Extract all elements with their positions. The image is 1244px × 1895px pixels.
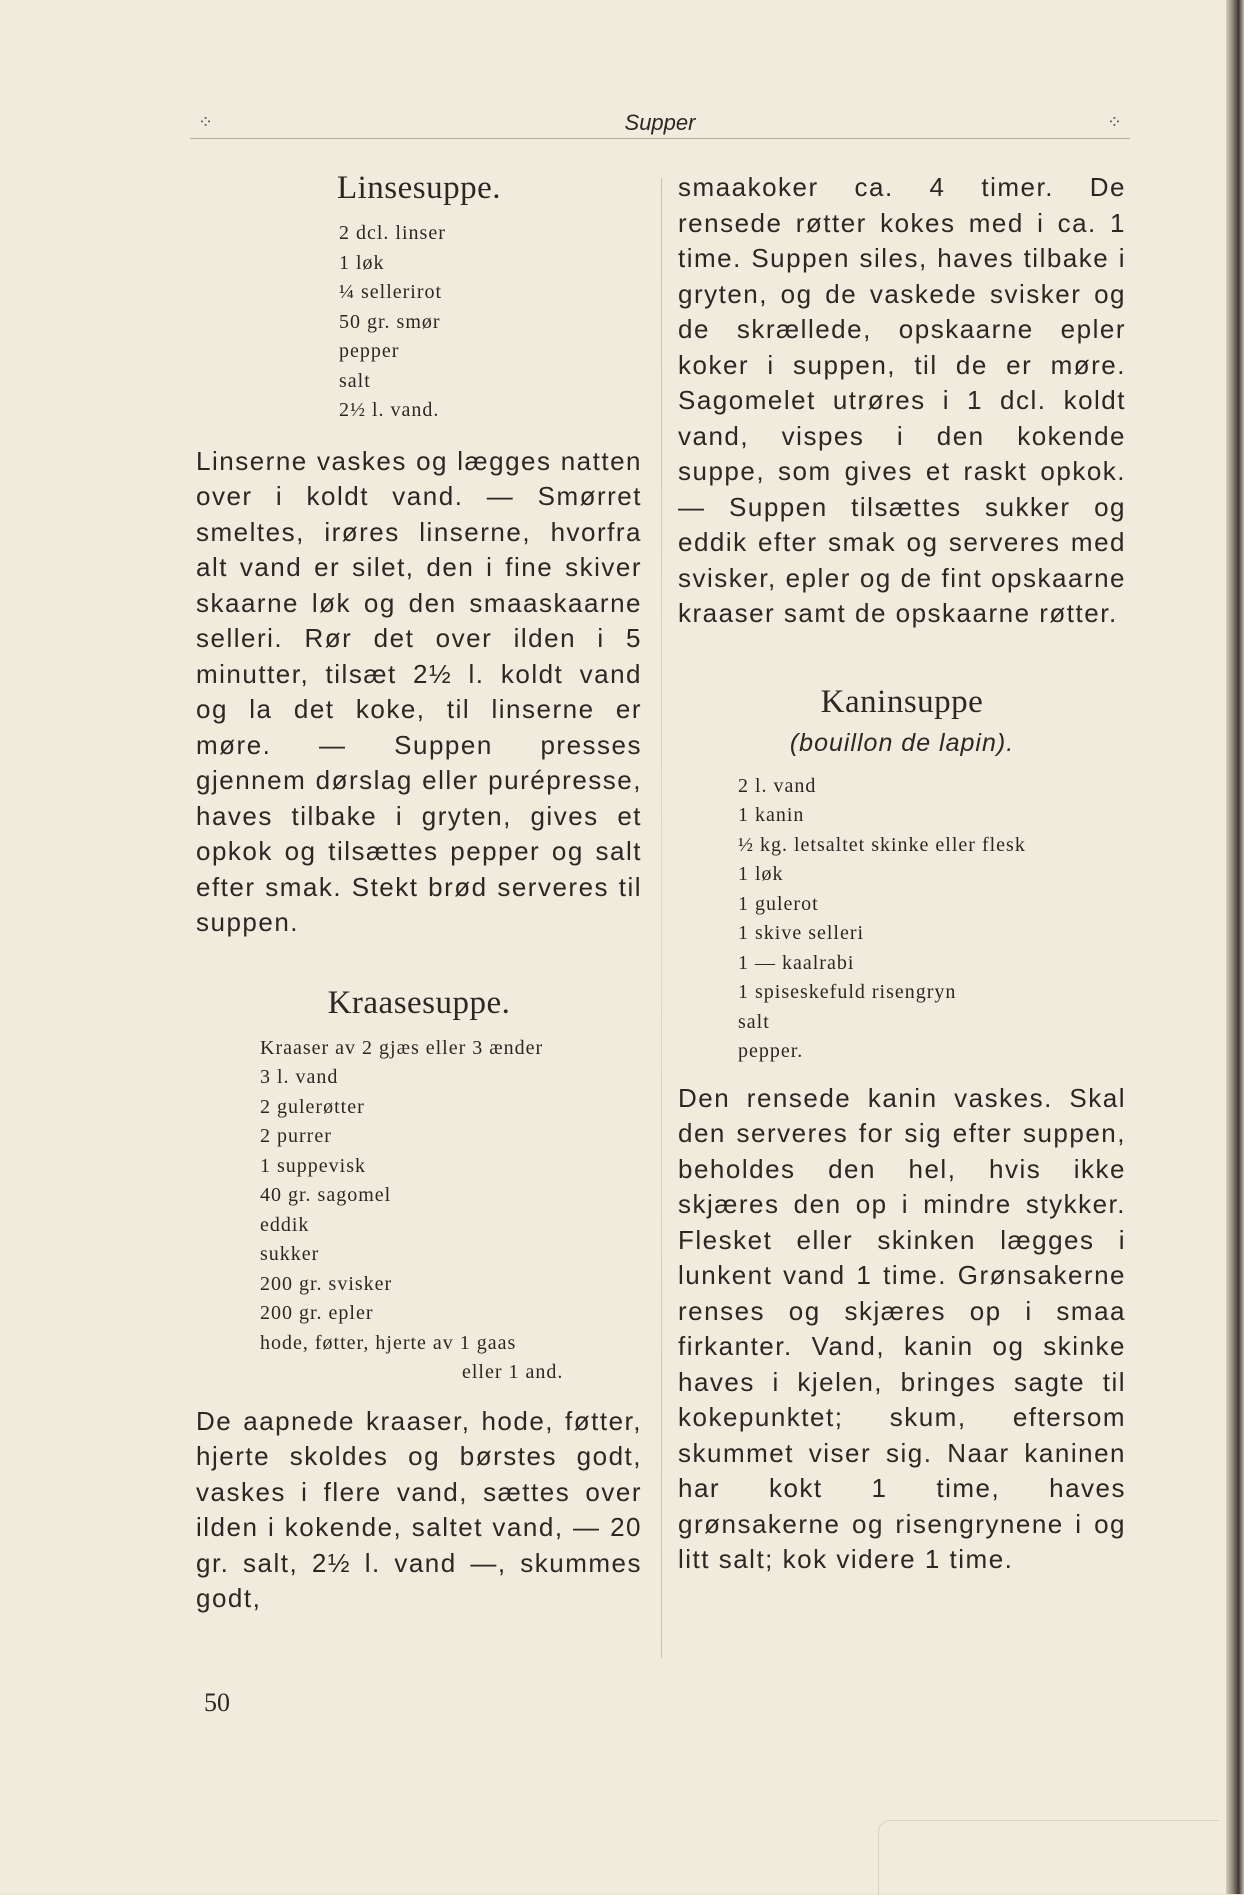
left-column xyxy=(196,170,642,1617)
running-title: Supper xyxy=(624,110,696,135)
ingredient-list xyxy=(196,1034,642,1388)
recipe-kaninsuppe xyxy=(678,684,1126,1578)
column-divider xyxy=(661,178,662,1658)
right-column xyxy=(678,170,1126,1578)
ingredient: 1 løk xyxy=(339,251,385,274)
recipe-heading: Kaninsuppe xyxy=(820,683,984,720)
ingredient: hode, føtter, hjerte av 1 gaas xyxy=(260,1331,517,1354)
recipe-kraasesuppe xyxy=(196,985,642,1617)
ingredient: Kraaser av 2 gjæs eller 3 ænder xyxy=(260,1036,544,1059)
ingredient: 1 gulerot xyxy=(738,892,819,915)
recipe-heading: Linsesuppe. xyxy=(336,170,502,206)
ingredient: 1 suppevisk xyxy=(260,1154,366,1177)
ingredient: 1 — kaalrabi xyxy=(738,951,855,974)
ingredient-list xyxy=(678,772,1126,1067)
ingredient: 2 dcl. linser xyxy=(339,222,446,244)
ingredient: ¼ sellerirot xyxy=(339,281,443,303)
ingredient: salt xyxy=(738,1010,770,1033)
ingredient: 2 purrer xyxy=(260,1125,332,1147)
ingredient: pepper. xyxy=(738,1040,804,1062)
recipe-instructions: Linserne vaskes og lægges natten over i koldt vand. — Smørret smeltes, irøres linserne, hvorfra alt vand er silet, den i fine skiver skaarne løk og den smaaskaarne selleri. Rør det over ilden i 5 minutter, tilsæt 2½ l. koldt vand og la det koke, til linserne er møre. — Suppen presses gjennem dørslag eller purépresse, haves tilbake i gryten, gives et opkok og tilsættes pepper og salt efter smak. Stekt brød serveres til suppen. xyxy=(196,445,642,937)
page-corner-mark xyxy=(878,1820,1219,1895)
ornament-left-icon: ⁘ xyxy=(198,112,214,132)
recipe-linsesuppe xyxy=(196,170,642,941)
ingredient: sukker xyxy=(260,1243,320,1265)
ingredient: 1 spiseskefuld risengryn xyxy=(738,981,957,1003)
running-header xyxy=(190,108,1130,139)
ingredient: 1 løk xyxy=(738,863,784,885)
ingredient: 40 gr. sagomel xyxy=(260,1184,392,1206)
ingredient: 200 gr. epler xyxy=(260,1302,374,1324)
recipe-heading: Kraasesuppe. xyxy=(327,984,511,1021)
ingredient: ½ kg. letsaltet skinke eller flesk xyxy=(738,833,1026,856)
ornament-right-icon: ⁘ xyxy=(1106,112,1122,132)
ingredient: 1 skive selleri xyxy=(738,922,865,944)
ingredient: 1 kanin xyxy=(738,804,805,826)
ingredient: 50 gr. smør xyxy=(339,310,441,333)
ingredient: 200 gr. svisker xyxy=(260,1272,393,1295)
ingredient: pepper xyxy=(339,340,400,362)
page-edge xyxy=(1226,0,1244,1894)
ingredient: 3 l. vand xyxy=(260,1066,339,1088)
recipe-instructions: Den rensede kanin vaskes. Skal den serveres for sig efter suppen, beholdes den hel, hvis ikke skjæres den op i mindre stykker. Flesket eller skinken lægges i lunkent vand 1 time. Grønsakerne renses og skjæres op i smaa firkanter. Vand, kanin og skinke haves i kjelen, bringes sagte til kokepunktet; skum, eftersom skummet viser sig. Naar kaninen har kokt 1 time, haves grønsakerne og risengrynene i og litt salt; kok videre 1 time. xyxy=(678,1082,1126,1574)
ingredient-list xyxy=(196,219,642,426)
ingredient: salt xyxy=(339,369,371,392)
ingredient: 2 gulerøtter xyxy=(260,1095,365,1118)
ingredient-continuation: eller 1 and. xyxy=(462,1361,564,1383)
ingredient: eddik xyxy=(260,1213,310,1236)
recipe-instructions-continued: smaakoker ca. 4 timer. De rensede røtter kokes med i ca. 1 time. Suppen siles, haves tilbake i gryten, og de vaskede svisker og de skrællede, opskaarne epler koker i suppen, til de er møre. Sagomelet utrøres i 1 dcl. koldt vand, vispes i den kokende suppe, som gives et raskt opkok. — Suppen tilsættes sukker og eddik efter smak og serveres med svisker, epler og de fint opskaarne kraaser samt de opskaarne røtter. xyxy=(678,172,1126,628)
page-number: 50 xyxy=(204,1688,230,1717)
recipe-instructions: De aapnede kraaser, hode, føtter, hjerte skoldes og børstes godt, vaskes i flere vand, sættes over ilden i kokende, saltet vand, — 20 gr. salt, 2½ l. vand —, skummes godt, xyxy=(196,1405,642,1613)
ingredient: 2 l. vand xyxy=(738,774,817,797)
ingredient: 2½ l. vand. xyxy=(339,399,440,421)
recipe-subtitle: (bouillon de lapin). xyxy=(789,728,1015,757)
